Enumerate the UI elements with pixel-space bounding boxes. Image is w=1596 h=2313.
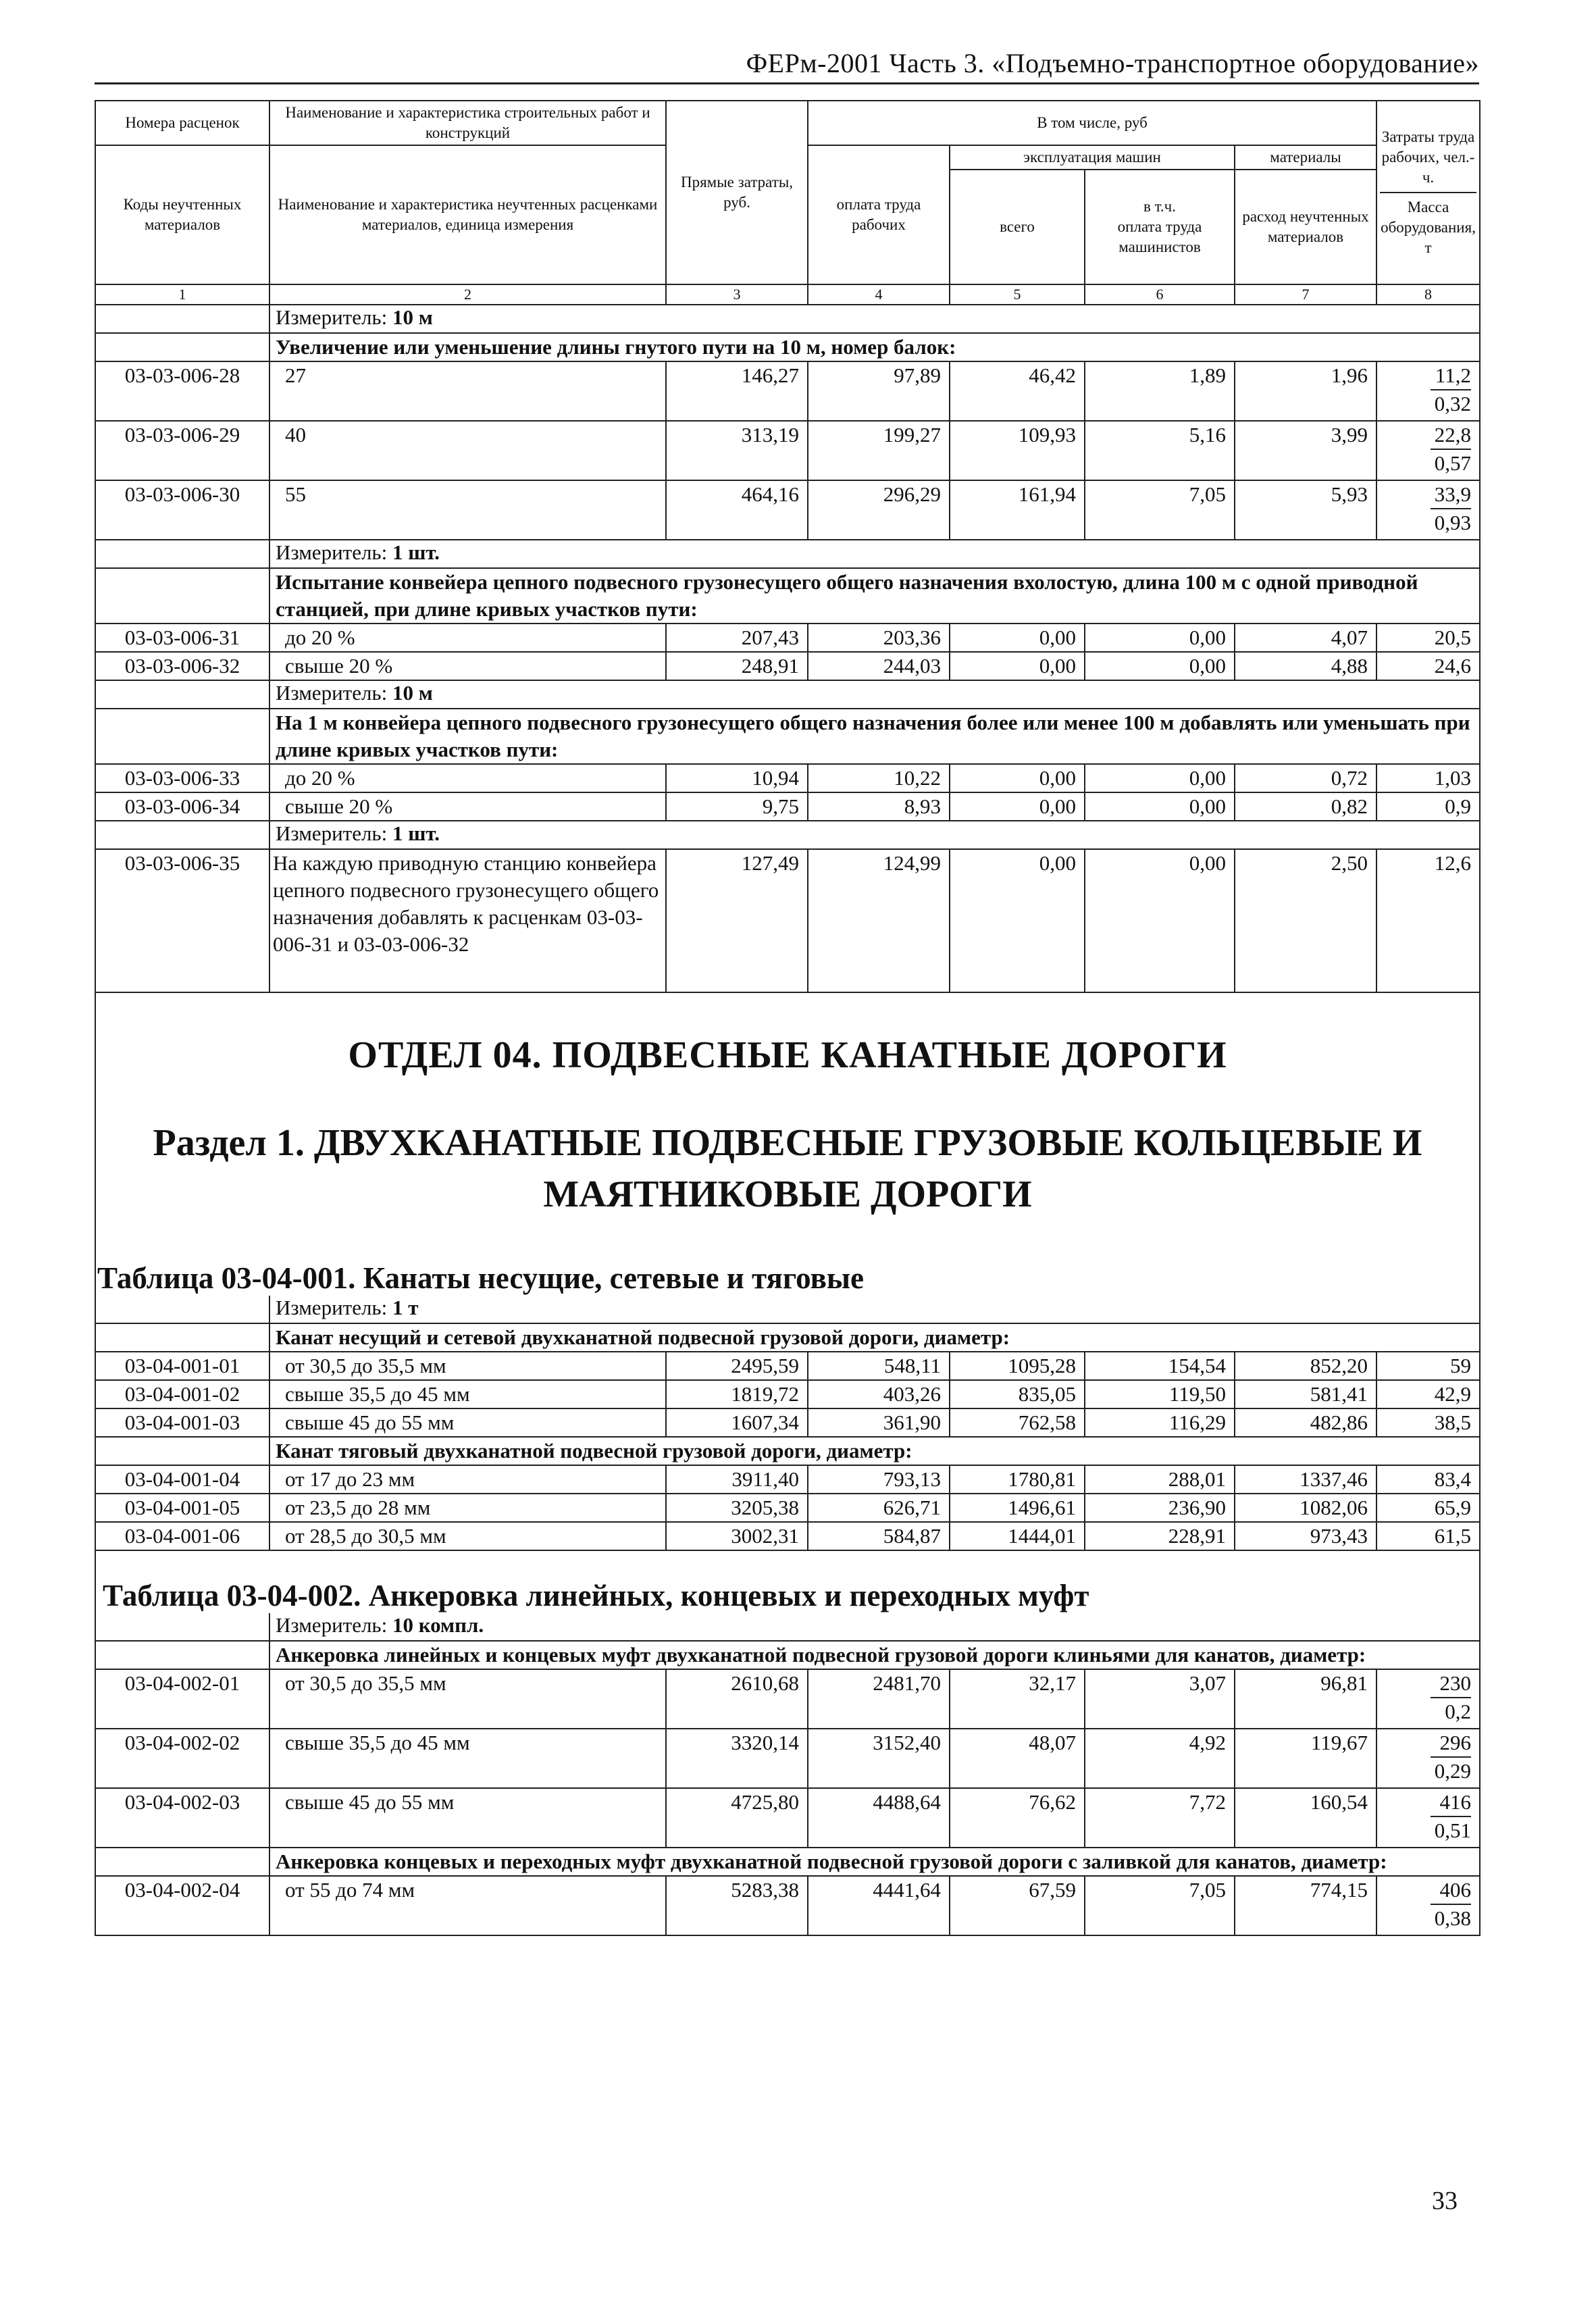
- group-row: [95, 709, 1480, 764]
- labor-value: 33,9: [1431, 481, 1471, 509]
- col-num: 3: [666, 284, 808, 305]
- machinist-cost: 7,05: [1085, 1876, 1235, 1935]
- direct-cost: 146,27: [666, 361, 808, 421]
- materials-cost: 4,07: [1235, 624, 1376, 652]
- wage-cost: 626,71: [808, 1494, 950, 1522]
- rate-name: до 20 %: [269, 624, 666, 652]
- group-title: На 1 м конвейера цепного подвесного грузонесущего общего назначения более или менее 100 м добавлять или уменьшать при длине кривых участков пути:: [269, 709, 1480, 764]
- materials-cost: 119,67: [1235, 1729, 1376, 1788]
- mass-value: 0,2: [1445, 1700, 1472, 1723]
- materials-cost: 0,72: [1235, 764, 1376, 792]
- machinist-cost: 0,00: [1085, 624, 1235, 652]
- hdr-labor-costs: [1376, 101, 1480, 284]
- group-row: [95, 568, 1480, 624]
- machinist-cost: 4,92: [1085, 1729, 1235, 1788]
- wage-cost: 3152,40: [808, 1729, 950, 1788]
- machinist-cost: 288,01: [1085, 1465, 1235, 1494]
- machinist-cost: 228,91: [1085, 1522, 1235, 1550]
- header-rule: [95, 82, 1479, 84]
- table-row: [95, 421, 1480, 480]
- measure-unit: 10 м: [392, 681, 433, 705]
- table-row: [95, 624, 1480, 652]
- mass-value: 0,38: [1434, 1906, 1472, 1930]
- machinist-cost: 3,07: [1085, 1669, 1235, 1729]
- rate-name: от 28,5 до 30,5 мм: [269, 1522, 666, 1550]
- hdr-incl-short: в т.ч.: [1143, 198, 1176, 215]
- machines-cost: 0,00: [950, 849, 1085, 992]
- direct-cost: 9,75: [666, 792, 808, 821]
- machinist-cost: 0,00: [1085, 652, 1235, 680]
- wage-cost: 8,93: [808, 792, 950, 821]
- rate-code: 03-04-001-05: [95, 1494, 269, 1522]
- page-number: 33: [1432, 2187, 1458, 2215]
- measure-unit: 1 шт.: [392, 821, 440, 845]
- machines-cost: 835,05: [950, 1380, 1085, 1408]
- labor-value: 24,6: [1376, 652, 1480, 680]
- table-row: [95, 1669, 1480, 1729]
- group-row: [95, 1437, 1480, 1465]
- measure-row: [95, 680, 1480, 709]
- direct-cost: 4725,80: [666, 1788, 808, 1848]
- machines-cost: 1444,01: [950, 1522, 1085, 1550]
- mass-value: 0,32: [1434, 392, 1472, 415]
- machinist-cost: 154,54: [1085, 1352, 1235, 1380]
- machinist-cost: 0,00: [1085, 849, 1235, 992]
- labor-value: 65,9: [1376, 1494, 1480, 1522]
- measure-unit: 1 т: [392, 1296, 419, 1319]
- direct-cost: 127,49: [666, 849, 808, 992]
- wage-cost: 548,11: [808, 1352, 950, 1380]
- mass-value: 0,93: [1434, 511, 1472, 534]
- machines-cost: 109,93: [950, 421, 1085, 480]
- direct-cost: 1607,34: [666, 1408, 808, 1437]
- materials-cost: 4,88: [1235, 652, 1376, 680]
- hdr-mass-text: Масса оборудования, т: [1381, 199, 1476, 256]
- col-num: 6: [1085, 284, 1235, 305]
- table-row: [95, 1352, 1480, 1380]
- rate-name: свыше 35,5 до 45 мм: [269, 1380, 666, 1408]
- table-title: Таблица 03-04-001. Канаты несущие, сетевые и тяговые: [97, 1261, 864, 1295]
- hdr-incl: В том числе, руб: [808, 101, 1376, 145]
- machines-cost: 161,94: [950, 480, 1085, 540]
- measure-label: Измеритель:: [276, 305, 388, 329]
- column-numbers-row: [95, 284, 1480, 305]
- rate-name: до 20 %: [269, 764, 666, 792]
- wage-cost: 203,36: [808, 624, 950, 652]
- machines-cost: 0,00: [950, 624, 1085, 652]
- rate-name: свыше 20 %: [269, 652, 666, 680]
- wage-cost: 2481,70: [808, 1669, 950, 1729]
- razdel-heading: Раздел 1. ДВУХКАНАТНЫЕ ПОДВЕСНЫЕ ГРУЗОВЫЕ КОЛЬЦЕВЫЕ И МАЯТНИКОВЫЕ ДОРОГИ: [153, 1122, 1422, 1215]
- materials-cost: 1337,46: [1235, 1465, 1376, 1494]
- rate-code: 03-04-001-04: [95, 1465, 269, 1494]
- group-title: Канат несущий и сетевой двухканатной подвесной грузовой дороги, диаметр:: [269, 1323, 1480, 1352]
- rate-code: 03-04-002-04: [95, 1876, 269, 1935]
- machinist-cost: 0,00: [1085, 764, 1235, 792]
- labor-value: 1,03: [1376, 764, 1480, 792]
- table-row: [95, 361, 1480, 421]
- group-row: [95, 333, 1480, 361]
- wage-cost: 244,03: [808, 652, 950, 680]
- measure-unit: 10 м: [392, 305, 433, 329]
- table-row: [95, 1876, 1480, 1935]
- hdr-materials: материалы: [1235, 145, 1376, 170]
- group-title: Увеличение или уменьшение длины гнутого пути на 10 м, номер балок:: [269, 333, 1480, 361]
- rate-name: свыше 20 %: [269, 792, 666, 821]
- labor-value: 59: [1376, 1352, 1480, 1380]
- materials-cost: 852,20: [1235, 1352, 1376, 1380]
- col-num: 1: [95, 284, 269, 305]
- measure-row: [95, 305, 1480, 333]
- hdr-direct: Прямые затраты, руб.: [666, 101, 808, 284]
- table-header-row-1: [95, 101, 1480, 145]
- direct-cost: 10,94: [666, 764, 808, 792]
- hdr-codes: Коды неучтенных материалов: [95, 145, 269, 284]
- rate-code: 03-04-002-01: [95, 1669, 269, 1729]
- rate-name: от 30,5 до 35,5 мм: [269, 1669, 666, 1729]
- wage-cost: 4441,64: [808, 1876, 950, 1935]
- machinist-cost: 7,72: [1085, 1788, 1235, 1848]
- machines-cost: 1095,28: [950, 1352, 1085, 1380]
- wage-cost: 124,99: [808, 849, 950, 992]
- labor-value: 0,9: [1376, 792, 1480, 821]
- rate-name: от 55 до 74 мм: [269, 1876, 666, 1935]
- labor-value: 38,5: [1376, 1408, 1480, 1437]
- table-row: [95, 652, 1480, 680]
- rate-name: 55: [269, 480, 666, 540]
- materials-cost: 581,41: [1235, 1380, 1376, 1408]
- table-row: [95, 1494, 1480, 1522]
- rate-code: 03-04-001-03: [95, 1408, 269, 1437]
- machines-cost: 0,00: [950, 652, 1085, 680]
- table-row: [95, 480, 1480, 540]
- direct-cost: 207,43: [666, 624, 808, 652]
- rate-name: свыше 45 до 55 мм: [269, 1408, 666, 1437]
- hdr-wage: оплата труда рабочих: [808, 145, 950, 284]
- labor-value: 42,9: [1376, 1380, 1480, 1408]
- machines-cost: 67,59: [950, 1876, 1085, 1935]
- rate-name: свыше 35,5 до 45 мм: [269, 1729, 666, 1788]
- col-num: 5: [950, 284, 1085, 305]
- labor-value: 230: [1431, 1670, 1471, 1698]
- hdr-rates-numbers: Номера расценок: [95, 101, 269, 145]
- table-row: [95, 764, 1480, 792]
- machines-cost: 48,07: [950, 1729, 1085, 1788]
- rate-name: от 30,5 до 35,5 мм: [269, 1352, 666, 1380]
- materials-cost: 96,81: [1235, 1669, 1376, 1729]
- wage-cost: 403,26: [808, 1380, 950, 1408]
- rate-code: 03-03-006-34: [95, 792, 269, 821]
- measure-label: Измеритель:: [276, 1613, 388, 1637]
- hdr-work-name: Наименование и характеристика строительных работ и конструкций: [269, 101, 666, 145]
- machines-cost: 32,17: [950, 1669, 1085, 1729]
- rate-name: 27: [269, 361, 666, 421]
- rate-name: 40: [269, 421, 666, 480]
- col-num: 7: [1235, 284, 1376, 305]
- section-headings-row: [95, 992, 1480, 1296]
- wage-cost: 296,29: [808, 480, 950, 540]
- measure-label: Измеритель:: [276, 540, 388, 564]
- machines-cost: 0,00: [950, 792, 1085, 821]
- rate-code: 03-04-001-02: [95, 1380, 269, 1408]
- direct-cost: 313,19: [666, 421, 808, 480]
- wage-cost: 361,90: [808, 1408, 950, 1437]
- mass-value: 0,57: [1434, 451, 1472, 475]
- machines-cost: 0,00: [950, 764, 1085, 792]
- group-row: [95, 1848, 1480, 1876]
- hdr-labor-text: Затраты труда рабочих, чел.-ч.: [1380, 127, 1476, 193]
- rate-code: 03-03-006-30: [95, 480, 269, 540]
- group-title: Анкеровка линейных и концевых муфт двухканатной подвесной грузовой дороги клиньями для канатов, диаметр:: [269, 1641, 1480, 1669]
- department-heading: ОТДЕЛ 04. ПОДВЕСНЫЕ КАНАТНЫЕ ДОРОГИ: [348, 1034, 1227, 1076]
- labor-value: 406: [1431, 1877, 1471, 1905]
- hdr-mat-usage: расход неучтенных материалов: [1235, 170, 1376, 284]
- table-row: [95, 1522, 1480, 1550]
- hdr-machines: эксплуатация машин: [950, 145, 1235, 170]
- hdr-machinist-wage: оплата труда машинистов: [1117, 218, 1202, 255]
- table-row: [95, 1729, 1480, 1788]
- materials-cost: 973,43: [1235, 1522, 1376, 1550]
- wage-cost: 4488,64: [808, 1788, 950, 1848]
- machinist-cost: 5,16: [1085, 421, 1235, 480]
- materials-cost: 160,54: [1235, 1788, 1376, 1848]
- hdr-machinist: [1085, 170, 1235, 284]
- mass-value: 0,29: [1434, 1759, 1472, 1783]
- table-row: [95, 1788, 1480, 1848]
- group-title: Испытание конвейера цепного подвесного грузонесущего общего назначения вхолостую, длина 100 м с одной приводной станцией, при длине кривых участков пути:: [269, 568, 1480, 624]
- labor-value: 11,2: [1431, 362, 1471, 390]
- measure-label: Измеритель:: [276, 821, 388, 845]
- materials-cost: 0,82: [1235, 792, 1376, 821]
- table-row: [95, 849, 1480, 992]
- group-title: Анкеровка концевых и переходных муфт двухканатной подвесной грузовой дороги с заливкой для канатов, диаметр:: [269, 1848, 1480, 1876]
- group-row: [95, 1323, 1480, 1352]
- wage-cost: 584,87: [808, 1522, 950, 1550]
- machines-cost: 762,58: [950, 1408, 1085, 1437]
- wage-cost: 793,13: [808, 1465, 950, 1494]
- col-num: 4: [808, 284, 950, 305]
- direct-cost: 3002,31: [666, 1522, 808, 1550]
- rate-name: от 23,5 до 28 мм: [269, 1494, 666, 1522]
- direct-cost: 2495,59: [666, 1352, 808, 1380]
- rate-code: 03-04-001-01: [95, 1352, 269, 1380]
- materials-cost: 5,93: [1235, 480, 1376, 540]
- materials-cost: 774,15: [1235, 1876, 1376, 1935]
- table2-title-row: [95, 1550, 1480, 1613]
- col-num: 8: [1376, 284, 1480, 305]
- rate-code: 03-04-001-06: [95, 1522, 269, 1550]
- machinist-cost: 0,00: [1085, 792, 1235, 821]
- machinist-cost: 119,50: [1085, 1380, 1235, 1408]
- table-row: [95, 1408, 1480, 1437]
- labor-value: 22,8: [1431, 422, 1471, 450]
- measure-label: Измеритель:: [276, 681, 388, 705]
- wage-cost: 10,22: [808, 764, 950, 792]
- rate-code: 03-03-006-31: [95, 624, 269, 652]
- machinist-cost: 7,05: [1085, 480, 1235, 540]
- hdr-mat-name: Наименование и характеристика неучтенных расценками материалов, единица измерения: [269, 145, 666, 284]
- table-title: Таблица 03-04-002. Анкеровка линейных, концевых и переходных муфт: [103, 1579, 1089, 1612]
- materials-cost: 2,50: [1235, 849, 1376, 992]
- machinist-cost: 116,29: [1085, 1408, 1235, 1437]
- direct-cost: 3205,38: [666, 1494, 808, 1522]
- group-row: [95, 1641, 1480, 1669]
- page-header-title: ФЕРм-2001 Часть 3. «Подъемно-транспортное оборудование»: [746, 48, 1479, 78]
- machinist-cost: 1,89: [1085, 361, 1235, 421]
- measure-row: [95, 540, 1480, 568]
- rate-code: 03-03-006-32: [95, 652, 269, 680]
- rate-code: 03-03-006-29: [95, 421, 269, 480]
- materials-cost: 482,86: [1235, 1408, 1376, 1437]
- direct-cost: 464,16: [666, 480, 808, 540]
- machines-cost: 76,62: [950, 1788, 1085, 1848]
- rate-code: 03-04-002-03: [95, 1788, 269, 1848]
- machines-cost: 1496,61: [950, 1494, 1085, 1522]
- document-page: [95, 100, 1479, 1936]
- rate-code: 03-03-006-33: [95, 764, 269, 792]
- measure-unit: 10 компл.: [392, 1613, 484, 1637]
- labor-value: 296: [1431, 1729, 1471, 1758]
- direct-cost: 1819,72: [666, 1380, 808, 1408]
- materials-cost: 1,96: [1235, 361, 1376, 421]
- table-row: [95, 1380, 1480, 1408]
- labor-value: 83,4: [1376, 1465, 1480, 1494]
- rate-code: 03-03-006-28: [95, 361, 269, 421]
- rate-name: свыше 45 до 55 мм: [269, 1788, 666, 1848]
- rate-name: от 17 до 23 мм: [269, 1465, 666, 1494]
- mass-value: 0,51: [1434, 1819, 1472, 1842]
- measure-row: [95, 821, 1480, 849]
- measure-unit: 1 шт.: [392, 540, 440, 564]
- col-num: 2: [269, 284, 666, 305]
- measure-row: [95, 1613, 1480, 1641]
- measure-label: Измеритель:: [276, 1296, 388, 1319]
- machines-cost: 46,42: [950, 361, 1085, 421]
- labor-value: 416: [1431, 1789, 1471, 1817]
- direct-cost: 248,91: [666, 652, 808, 680]
- direct-cost: 5283,38: [666, 1876, 808, 1935]
- machinist-cost: 236,90: [1085, 1494, 1235, 1522]
- labor-value: 12,6: [1376, 849, 1480, 992]
- group-title: Канат тяговый двухканатной подвесной грузовой дороги, диаметр:: [269, 1437, 1480, 1465]
- rate-code: 03-04-002-02: [95, 1729, 269, 1788]
- rate-code: 03-03-006-35: [95, 849, 269, 992]
- rates-table: [95, 100, 1481, 1936]
- labor-value: 61,5: [1376, 1522, 1480, 1550]
- materials-cost: 3,99: [1235, 421, 1376, 480]
- wage-cost: 97,89: [808, 361, 950, 421]
- measure-row: [95, 1296, 1480, 1323]
- direct-cost: 3911,40: [666, 1465, 808, 1494]
- table-row: [95, 792, 1480, 821]
- rate-name: На каждую приводную станцию конвейера цепного подвесного грузонесущего общего назначения добавлять к расценкам 03-03-006-31 и 03-03-006-32: [269, 849, 666, 992]
- wage-cost: 199,27: [808, 421, 950, 480]
- hdr-total: всего: [950, 170, 1085, 284]
- direct-cost: 2610,68: [666, 1669, 808, 1729]
- materials-cost: 1082,06: [1235, 1494, 1376, 1522]
- labor-value: 20,5: [1376, 624, 1480, 652]
- machines-cost: 1780,81: [950, 1465, 1085, 1494]
- direct-cost: 3320,14: [666, 1729, 808, 1788]
- table-row: [95, 1465, 1480, 1494]
